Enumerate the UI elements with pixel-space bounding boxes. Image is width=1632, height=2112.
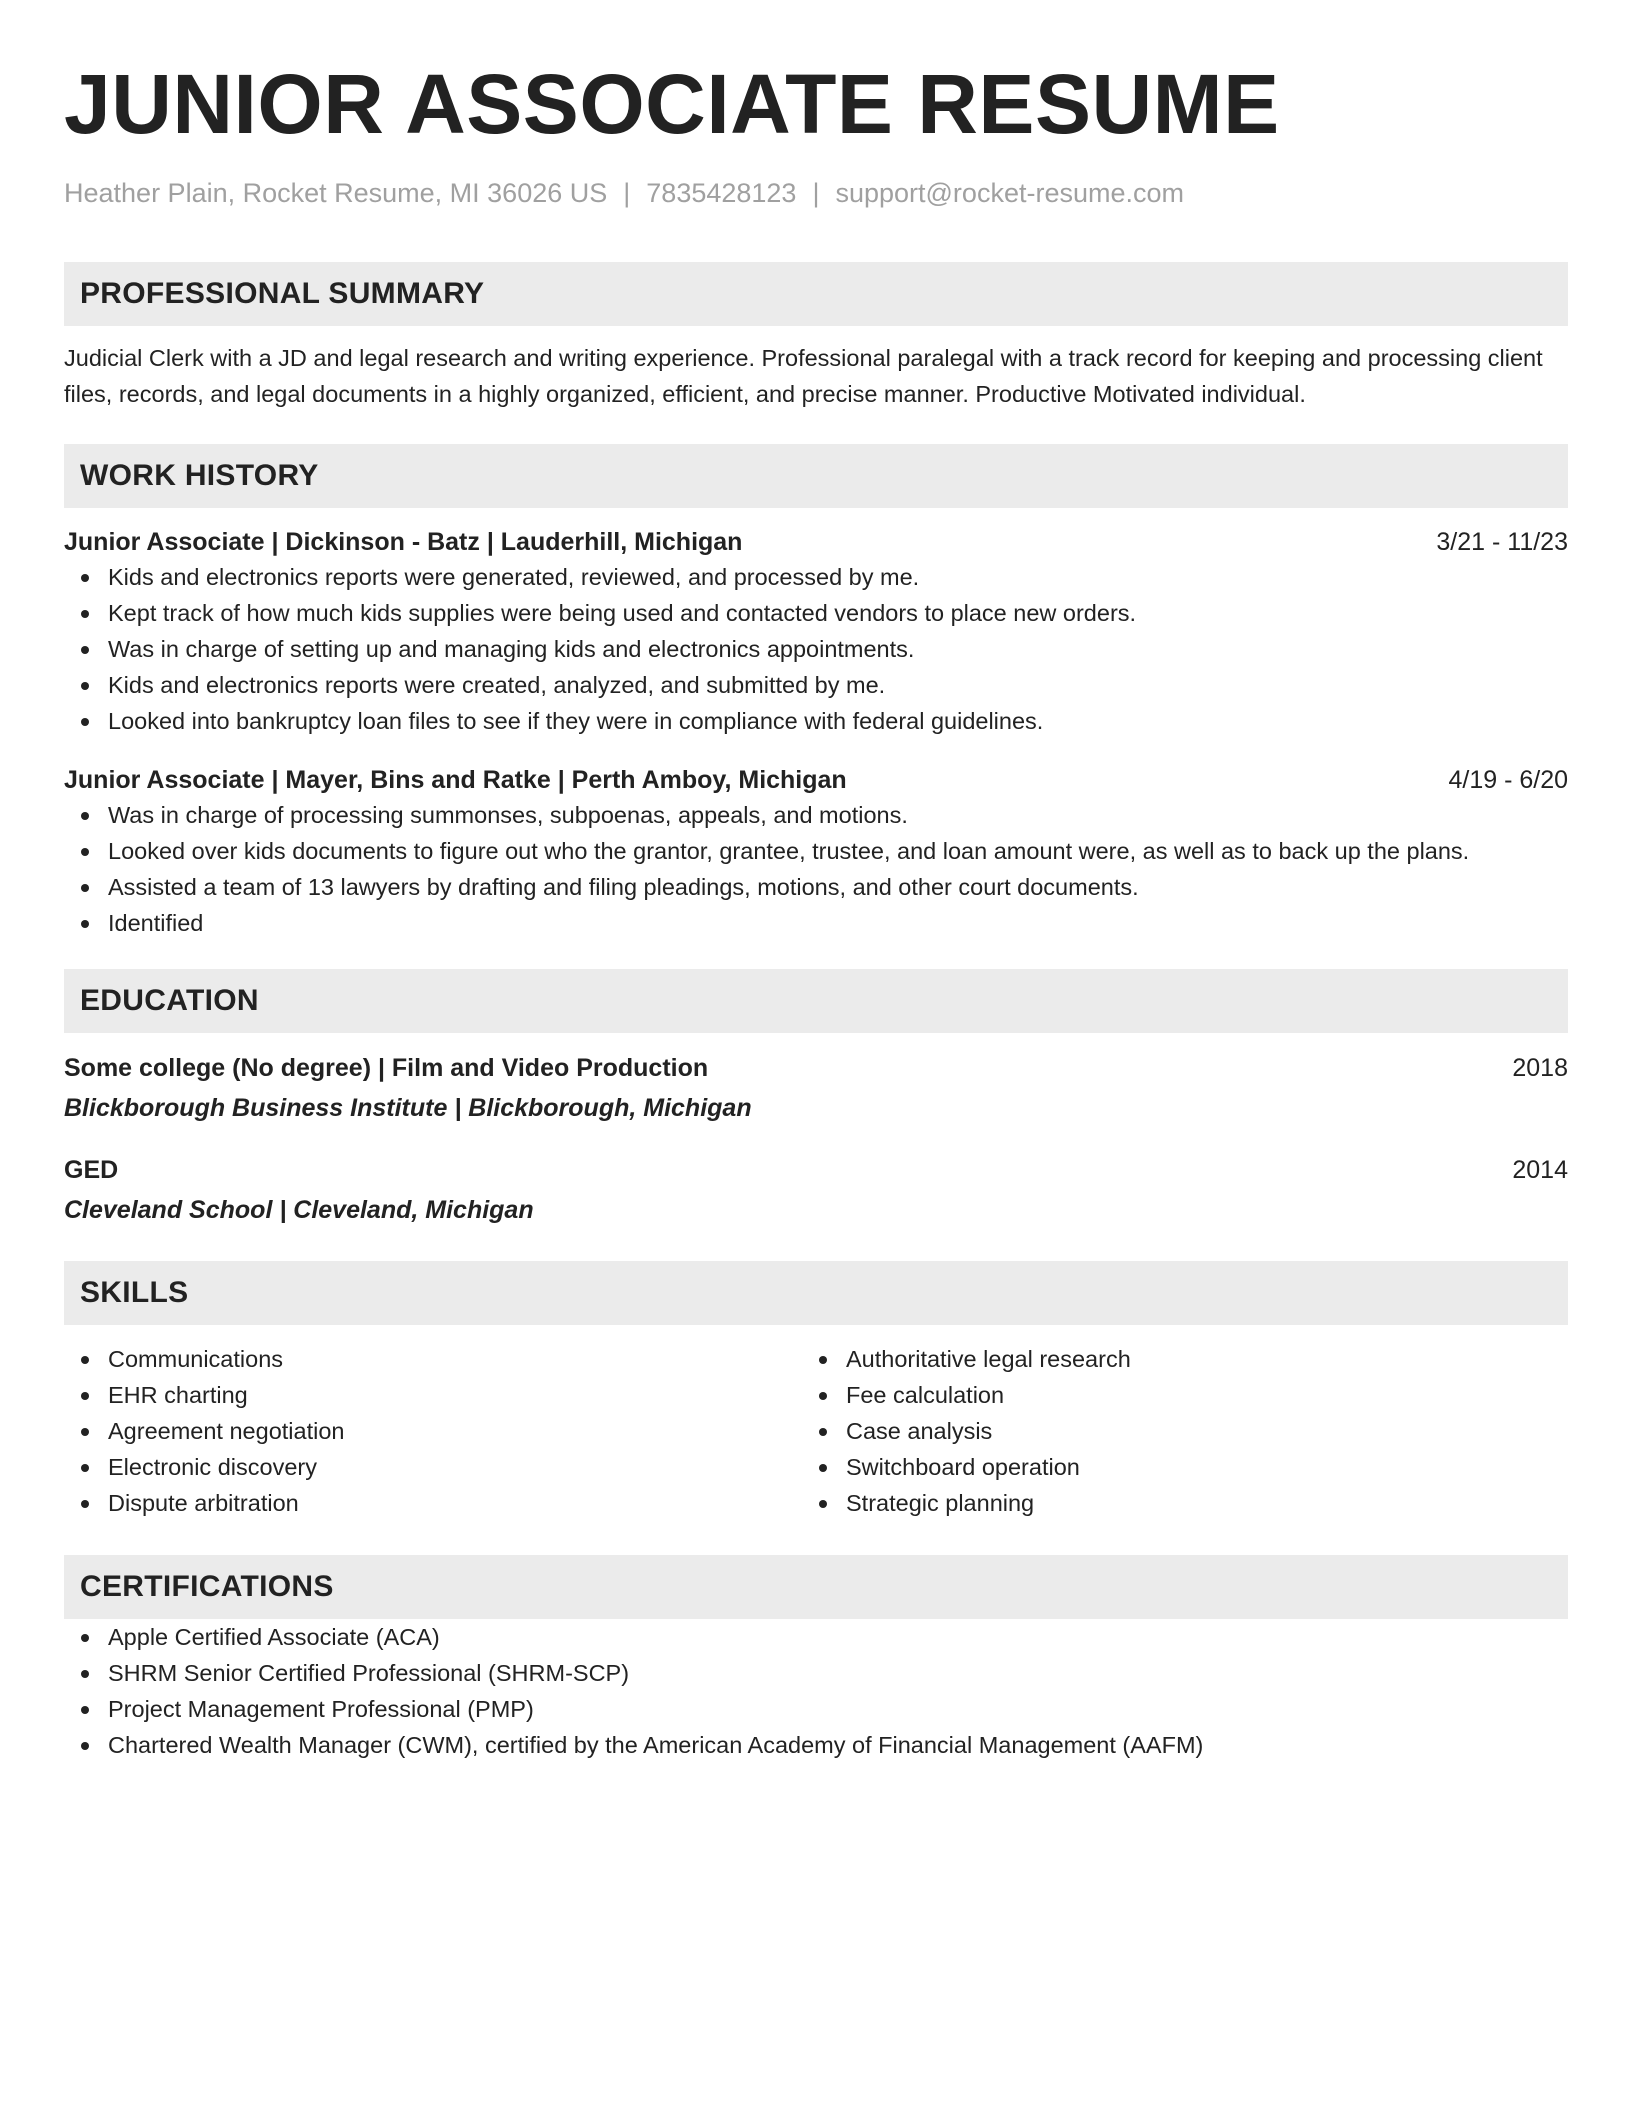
- job-dates: 3/21 - 11/23: [1436, 528, 1568, 556]
- skill-item: Electronic discovery: [64, 1449, 802, 1485]
- section-header-certifications: CERTIFICATIONS: [64, 1555, 1568, 1619]
- certification-item: Apple Certified Associate (ACA): [64, 1619, 1568, 1655]
- job-dates: 4/19 - 6/20: [1448, 766, 1568, 794]
- job-bullet-list: [64, 559, 1568, 739]
- education-row: [64, 1153, 1568, 1187]
- contact-email: support@rocket-resume.com: [835, 178, 1184, 208]
- job-bullet: Looked over kids documents to figure out who the grantor, grantee, trustee, and loan amount were, as well as to back up the plans.: [64, 833, 1568, 869]
- education-degree: Some college (No degree) | Film and Video Production: [64, 1054, 709, 1082]
- skill-item: Strategic planning: [802, 1485, 1540, 1521]
- certification-item: Project Management Professional (PMP): [64, 1691, 1568, 1727]
- job-bullet-list: [64, 797, 1568, 941]
- job-entry: [64, 763, 1568, 941]
- contact-address: Heather Plain, Rocket Resume, MI 36026 US: [64, 178, 608, 208]
- job-title: Junior Associate | Mayer, Bins and Ratke | Perth Amboy, Michigan: [64, 766, 847, 794]
- job-bullet: Was in charge of setting up and managing kids and electronics appointments.: [64, 631, 1568, 667]
- contact-line: [64, 176, 1568, 210]
- contact-separator: |: [623, 178, 631, 208]
- job-entry: [64, 525, 1568, 739]
- certification-item: Chartered Wealth Manager (CWM), certified by the American Academy of Financial Management (AAFM): [64, 1727, 1568, 1763]
- section-header-summary: PROFESSIONAL SUMMARY: [64, 262, 1568, 326]
- education-year: 2018: [1512, 1054, 1568, 1082]
- education-entry: [64, 1153, 1568, 1227]
- skill-item: Agreement negotiation: [64, 1413, 802, 1449]
- job-title: Junior Associate | Dickinson - Batz | Lauderhill, Michigan: [64, 528, 743, 556]
- skill-item: Case analysis: [802, 1413, 1540, 1449]
- job-title-row: [64, 763, 1568, 797]
- education-row: [64, 1051, 1568, 1085]
- education-year: 2014: [1512, 1156, 1568, 1184]
- section-header-skills: SKILLS: [64, 1261, 1568, 1325]
- resume-title: JUNIOR ASSOCIATE RESUME: [64, 57, 1280, 151]
- education-degree: GED: [64, 1156, 119, 1184]
- education-school: Cleveland School | Cleveland, Michigan: [64, 1196, 534, 1224]
- skill-item: EHR charting: [64, 1377, 802, 1413]
- contact-separator: |: [812, 178, 820, 208]
- job-bullet: Kids and electronics reports were created, analyzed, and submitted by me.: [64, 667, 1568, 703]
- skill-item: Fee calculation: [802, 1377, 1540, 1413]
- job-bullet: Kept track of how much kids supplies were being used and contacted vendors to place new orders.: [64, 595, 1568, 631]
- skill-item: Dispute arbitration: [64, 1485, 802, 1521]
- job-bullet: Kids and electronics reports were generated, reviewed, and processed by me.: [64, 559, 1568, 595]
- summary-text: Judicial Clerk with a JD and legal research and writing experience. Professional paralegal with a track record for keeping and processing client files, records, and legal documents in a highly organized, efficient, and precise manner. Productive Motivated individual.: [64, 345, 1543, 407]
- skill-item: Switchboard operation: [802, 1449, 1540, 1485]
- section-header-work-history: WORK HISTORY: [64, 444, 1568, 508]
- education-entry: [64, 1051, 1568, 1125]
- job-title-row: [64, 525, 1568, 559]
- contact-phone: 7835428123: [646, 178, 797, 208]
- skills-list-right: [802, 1341, 1540, 1521]
- job-bullet: Looked into bankruptcy loan files to see if they were in compliance with federal guidelines.: [64, 703, 1568, 739]
- job-bullet: Assisted a team of 13 lawyers by drafting and filing pleadings, motions, and other court documents.: [64, 869, 1568, 905]
- section-header-education: EDUCATION: [64, 969, 1568, 1033]
- education-school: Blickborough Business Institute | Blickborough, Michigan: [64, 1094, 752, 1122]
- job-bullet: Was in charge of processing summonses, subpoenas, appeals, and motions.: [64, 797, 1568, 833]
- skill-item: Authoritative legal research: [802, 1341, 1540, 1377]
- skill-item: Communications: [64, 1341, 802, 1377]
- certification-item: SHRM Senior Certified Professional (SHRM-SCP): [64, 1655, 1568, 1691]
- job-bullet: Identified: [64, 905, 1568, 941]
- skills-columns: [64, 1341, 1568, 1521]
- certification-list: [64, 1619, 1568, 1763]
- skills-list-left: [64, 1341, 802, 1521]
